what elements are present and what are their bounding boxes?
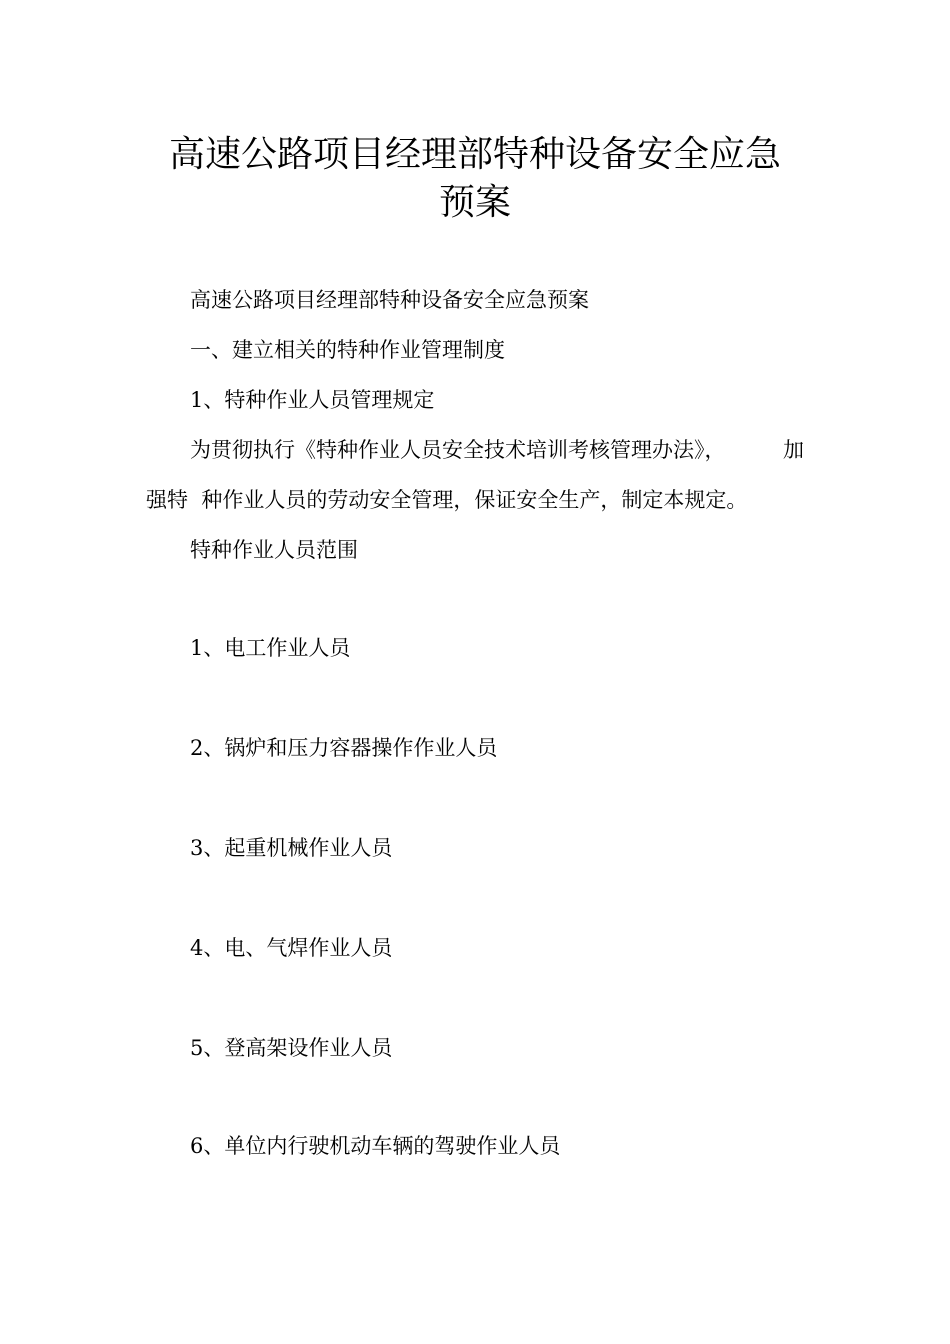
document-title-line-1: 高速公路项目经理部特种设备安全应急 — [168, 134, 781, 175]
list-item: 2、锅炉和压力容器操作作业人员 — [190, 736, 498, 760]
list-item: 6、单位内行驶机动车辆的驾驶作业人员 — [190, 1134, 561, 1158]
paragraph-purpose-line-1 — [190, 436, 804, 464]
paragraph-subsection-heading: 1、特种作业人员管理规定 — [190, 388, 435, 412]
list-item: 4、电、气焊作业人员 — [190, 936, 393, 960]
paragraph-doc-name: 高速公路项目经理部特种设备安全应急预案 — [190, 288, 589, 312]
list-item: 1、电工作业人员 — [190, 636, 351, 660]
list-item: 5、登高架设作业人员 — [190, 1036, 393, 1060]
paragraph-purpose-line-2: 强特 种作业人员的劳动安全管理，保证安全生产，制定本规定。 — [146, 488, 748, 512]
paragraph-purpose-line-1-text: 为贯彻执行《特种作业人员安全技术培训考核管理办法》， — [190, 438, 726, 462]
paragraph-scope-heading: 特种作业人员范围 — [190, 538, 358, 562]
document-title-line-2: 预案 — [438, 182, 511, 223]
paragraph-section-heading: 一、建立相关的特种作业管理制度 — [190, 338, 505, 362]
list-item: 3、起重机械作业人员 — [190, 836, 393, 860]
paragraph-purpose-line-1-end: 加 — [783, 438, 804, 462]
